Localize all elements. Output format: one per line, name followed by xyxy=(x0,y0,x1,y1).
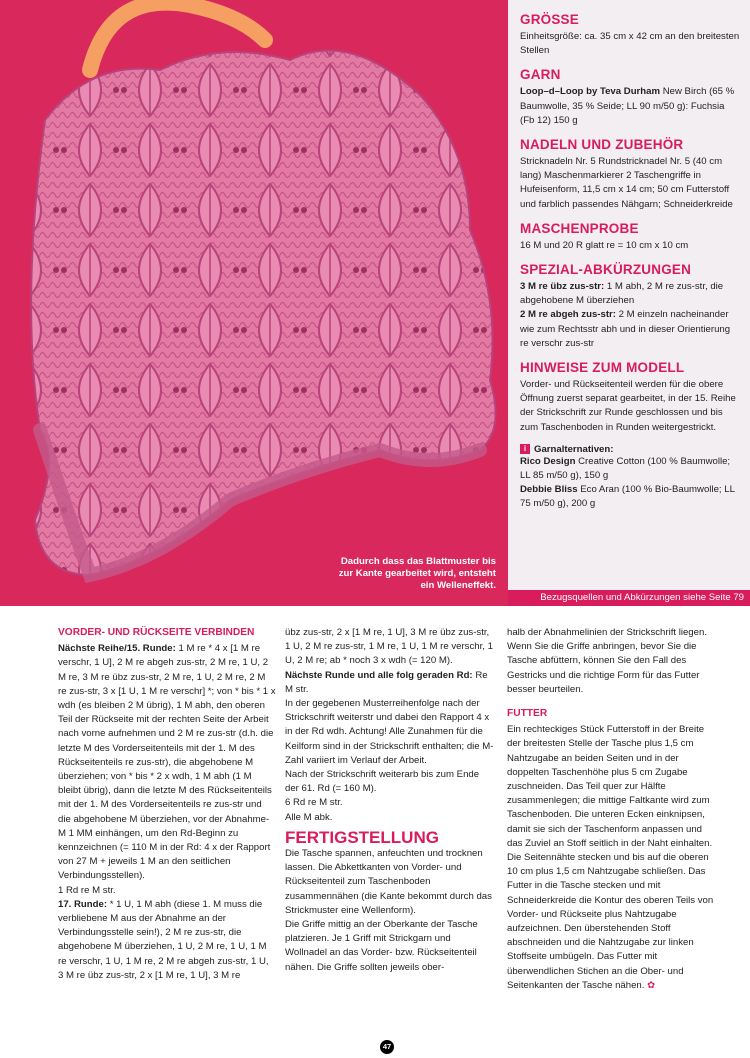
photo-caption: Dadurch dass das Blattmuster bis zur Kante gearbeitet wird, entsteht ein Welleneffekt. xyxy=(338,556,496,591)
maschenprobe-text: 16 M und 20 R glatt re = 10 cm x 10 cm xyxy=(520,239,689,251)
col3-paragraph-2 xyxy=(507,723,717,993)
garn-text xyxy=(520,85,740,128)
col2-paragraph-7: Die Tasche spannen, anfeuchten und trocknen lassen. Die Abkettkanten von Vorder- und Rückseitenteil zum Taschenboden zusammennähen (die Kante bekommt durch das Strickmuster eine Wellenform). xyxy=(285,848,492,916)
futter-text: Ein rechteckiges Stück Futterstoff in der Breite der breitesten Stelle der Tasche plus 1,5 cm Nahtzugabe an beiden Seiten und in der doppelten Taschenhöhe plus 5 cm Zugabe zuschneiden. Das Teil quer zur Hälfte zusammenlegen; die mittige Faltkante wird zum Taschenboden. Die unteren Ecken einknipsen, damit sie sich der Taschenform anpassen und das Zuviel an Stoff seitlich in der Naht einhalten. Die Seitennähte stecken und bis auf die oberen 10 cm plus 1,5 cm Nahtzugabe schließen. Das Futter in die Tasche stecken und mit Schneiderkreide die Kontur des oberen Teils von Vorder- und Rückseite plus Nahtzugabe aufzeichnen. Den überstehenden Stoff abschneiden und die Nahtzugabe zur linken Stoffseite umbügeln. Das Futter mit überwendlichen Stichen an die Ober- und Seitenkanten der Tasche nähen. xyxy=(507,724,714,991)
hinweise-heading: HINWEISE ZUM MODELL xyxy=(520,360,685,376)
garn-detail: New Birch (65 % Baumwolle, 35 % Seide; LL 90 m/50 g): Fuchsia (Fb 12) 150 g xyxy=(520,86,735,126)
alternativen-text xyxy=(520,455,740,512)
even-rows-label: Nächste Runde und alle folg geraden Rd: xyxy=(285,669,473,681)
alternativen-title: Garnalternativen: xyxy=(534,443,614,455)
futter-heading: FUTTER xyxy=(507,708,548,720)
row15-text: 1 M re * 4 x [1 M re verschr, 1 U], 2 M re abgeh zus-str, 2 M re, 1 U, 2 M re, 3 M re übz zus-str, 2 M re, 1 U, 2 M re, 2 M re zus-str, 3 x [1 U, 1 M re verschr] *; von * bis * 1 x wdh (es bleiben 2 M übrig), 1 M abh, den oberen Teil der Rückseite mit der rechten Seite der Arbeit nach vorne aufnehmen und 2 M re zus-str (d.h. die letzte M des Vorderseitenteils mit der 1. M des Rückseitenteils re zus-str), die abgehobene M überziehen; von * bis * 2 x wdh, 1 M abh (1 M bleibt übrig), dann die letzte M des Rückseitenteils mit der 1. M des Vorderseitenteils re zus-str und die abgehobene M überziehen, vor der Abnahme-M 1 MM einhängen, um den Rd-Beginn zu kennzeichnen (= 110 M in der Rd: 4 x der Rapport von 27 M + jeweils 1 M an den seitlichen Verbindungsstellen). xyxy=(58,643,276,882)
col2-paragraph-3: In der gegebenen Musterreihenfolge nach der Strickschrift weiterstr und dabei den Rapport 4 x in der Rd wdh. Achtung! Alle Zunahmen für die Keilform sind in der Strickschrift enthalten; die M-Zahl variiert im Verlauf der Arbeit. xyxy=(285,698,494,766)
column-1 xyxy=(58,626,276,983)
alternativen-heading xyxy=(520,444,740,455)
info-icon: i xyxy=(520,444,530,454)
verbinden-heading: VORDER- UND RÜCKSEITE VERBINDEN xyxy=(58,627,255,638)
maschenprobe-heading: MASCHENPROBE xyxy=(520,220,639,236)
spezial-b-text: 2 M einzeln nacheinander wie zum Rechtsstr abh und in dieser Orientierung re verschr zus-str xyxy=(520,309,731,349)
rico-text: Creative Cotton (100 % Baumwolle; LL 85 m/50 g), 150 g xyxy=(520,455,731,482)
col2-paragraph-5: 6 Rd re M str. xyxy=(285,797,343,809)
row15-label: Nächste Reihe/15. Runde: xyxy=(58,643,176,655)
col2-paragraph-1: übz zus-str, 2 x [1 M re, 1 U], 3 M re übz zus-str, 1 U, 2 M re zus-str, 1 M re, 1 U, 1 M re verschr, 1 U, 2 M re; ab * noch 3 x wdh (= 120 M). xyxy=(285,627,493,667)
hinweise-text: Vorder- und Rückseitenteil werden für die obere Öffnung zuerst separat gearbeitet, in der 15. Reihe der Strickschrift zur Runde geschlossen und bis zum Taschenboden in Runden weitergestrickt. xyxy=(520,379,736,433)
fertigstellung-heading: FERTIGSTELLUNG xyxy=(285,827,439,847)
product-photo xyxy=(0,0,508,606)
col2-paragraph-6: Alle M abk. xyxy=(285,811,333,823)
col3-paragraph-1: halb der Abnahmelinien der Strickschrift liegen. Wenn Sie die Griffe anbringen, bevor Sie die Tasche abfüttern, können Sie den Fall des Gestricks und die richtige Form für das Futter besser beurteilen. xyxy=(507,627,707,695)
column-2 xyxy=(285,626,495,975)
spezial-a-label: 3 M re übz zus-str: xyxy=(520,281,605,293)
spezial-a-text: 1 M abh, 2 M re zus-str, die abgehobene M überziehen xyxy=(520,281,724,307)
end-mark-icon: ✿ xyxy=(647,979,656,991)
debbie-text: Eco Aran (100 % Bio-Baumwolle; LL 75 m/50 g), 200 g xyxy=(520,484,735,510)
nadeln-text: Stricknadeln Nr. 5 Rundstricknadel Nr. 5 (40 cm lang) Maschenmarkierer 2 Taschengriffe in Hufeisenform, 11,5 cm x 14 cm; 50 cm Futterstoff und farblich passendes Nähgarn; Schneiderkreide xyxy=(520,156,733,210)
col2-paragraph-2 xyxy=(285,669,495,697)
info-sidebar xyxy=(508,0,750,606)
groesse-text: Einheitsgröße: ca. 35 cm x 42 cm an den breitesten Stellen xyxy=(520,31,740,57)
col2-paragraph-4: Nach der Strickschrift weiterarb bis zum Ende der 61. Rd (= 160 M). xyxy=(285,769,480,795)
spezial-b-label: 2 M re abgeh zus-str: xyxy=(520,309,616,321)
reference-bar: Bezugsquellen und Abkürzungen siehe Seite 79 xyxy=(508,590,750,606)
col1-paragraph-3 xyxy=(58,898,276,983)
garn-brand: Loop–d–Loop by Teva Durham xyxy=(520,86,661,98)
debbie-label: Debbie Bliss xyxy=(520,484,578,496)
spezial-heading: SPEZIAL-ABKÜRZUNGEN xyxy=(520,262,692,278)
even-rows-text: Re M str. xyxy=(285,669,488,695)
row17-label: 17. Runde: xyxy=(58,898,108,910)
knitted-bag-illustration xyxy=(0,0,508,606)
row17-text: * 1 U, 1 M abh (diese 1. M muss die verbliebene M aus der Abnahme an der Verbindungsstelle sein!), 2 M re zus-str, die abgehobene M überziehen, 1 U, 2 M re, 1 U, 1 M re verschr, 1 U, 1 M re, 2 M re abgeh zus-str, 1 U, 3 M re übz zus-str, 2 x [1 M re, 1 U], 3 M re xyxy=(58,898,269,981)
groesse-heading: GRÖSSE xyxy=(520,12,579,27)
page-number: 47 xyxy=(380,1040,394,1054)
column-3 xyxy=(507,626,717,993)
spezial-text xyxy=(520,280,740,351)
rico-label: Rico Design xyxy=(520,455,576,467)
nadeln-heading: NADELN UND ZUBEHÖR xyxy=(520,137,684,153)
col1-paragraph-2: 1 Rd re M str. xyxy=(58,884,116,896)
col1-paragraph-1 xyxy=(58,642,276,883)
garn-heading: GARN xyxy=(520,67,561,83)
col2-paragraph-8: Die Griffe mittig an der Oberkante der Tasche platzieren. Je 1 Griff mit Strickgarn und Wollnadel an das Vorder- bzw. Rückseitenteil nähen. Die Griffe sollten jeweils ober- xyxy=(285,919,478,973)
